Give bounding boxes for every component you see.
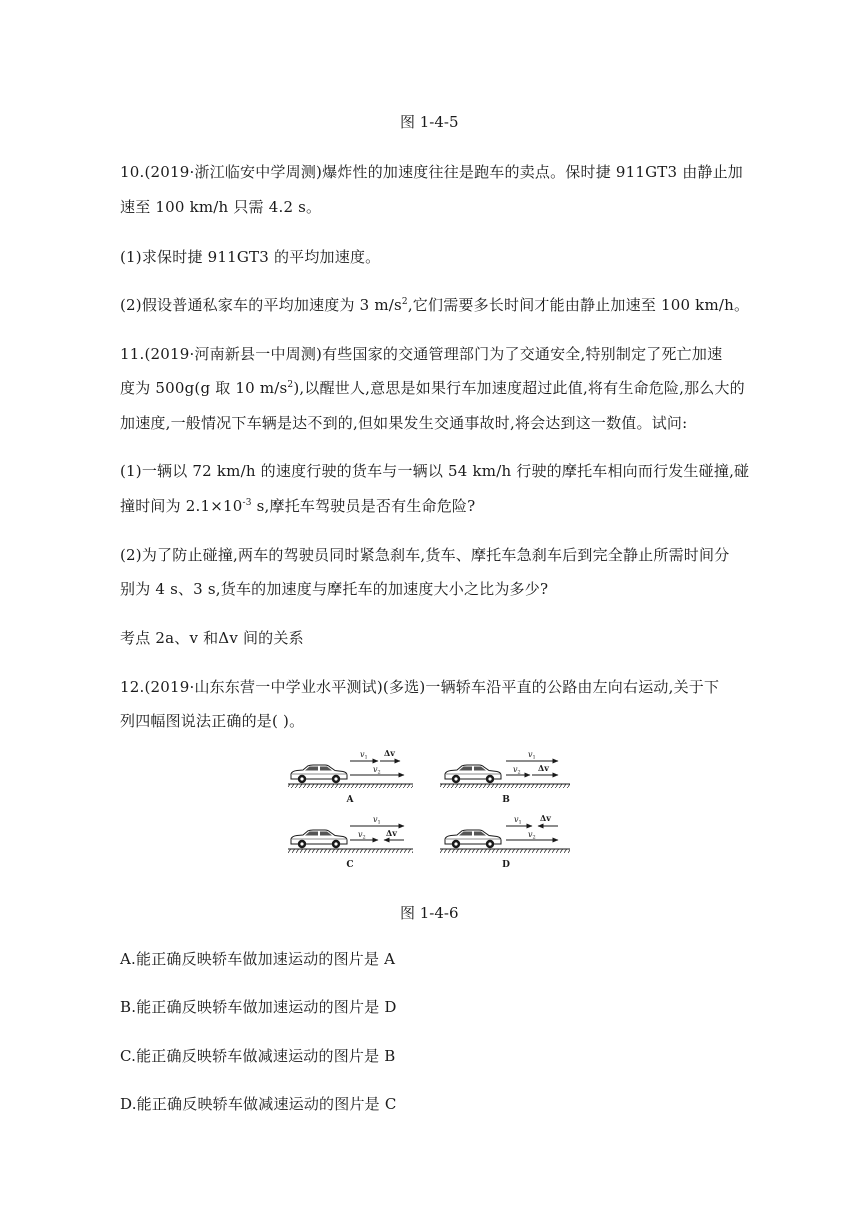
q10-line-1: 10.(2019·浙江临安中学周测)爆炸性的加速度往往是跑车的卖点。保时捷 911GT3 由静止加 [120, 163, 744, 181]
panel-b-label: B [502, 795, 510, 805]
q11-line-2-text-a: 度为 500g(g 取 10 m/s [120, 379, 288, 397]
panel-d-label: D [502, 860, 510, 870]
q11-line-2 [120, 377, 745, 398]
q12-line-2: 列四幅图说法正确的是( )。 [120, 712, 305, 730]
panel-a-v1-label: v1 [360, 750, 368, 761]
option-d: D.能正确反映轿车做减速运动的图片是 C [120, 1095, 397, 1113]
panel-c-dv-label: Δv [386, 828, 397, 838]
figure-caption-1-4-5: 图 1-4-5 [400, 113, 459, 131]
q11-line-1: 11.(2019·河南新县一中周测)有些国家的交通管理部门为了交通安全,特别制定了死亡加速 [120, 345, 723, 363]
q10-sub-2-text-b: ,它们需要多长时间才能由静止加速至 100 km/h。 [407, 296, 750, 314]
panel-c [288, 815, 413, 870]
panel-b-dv-label: Δv [538, 763, 549, 773]
panel-b-v1-label: v1 [528, 750, 536, 761]
panel-d-v2-label: v2 [528, 830, 536, 841]
panel-a-dv-label: Δv [384, 748, 395, 758]
panel-c-label: C [346, 860, 354, 870]
q10-sub-2-text-a: (2)假设普通私家车的平均加速度为 3 m/s [120, 296, 402, 314]
panel-b-v2-label: v2 [513, 765, 521, 776]
q11-line-3: 加速度,一般情况下车辆是达不到的,但如果发生交通事故时,将会达到这一数值。试问: [120, 414, 688, 432]
q11-sub-2-line-2: 别为 4 s、3 s,货车的加速度与摩托车的加速度大小之比为多少? [120, 580, 549, 598]
option-a: A.能正确反映轿车做加速运动的图片是 A [120, 950, 396, 968]
panel-a-v2-label: v2 [373, 765, 381, 776]
velocity-diagram-figure [288, 745, 573, 870]
panel-b [440, 750, 570, 805]
q11-sub-1-line-2-superscript: -3 [242, 498, 252, 508]
section-heading: 考点 2a、v 和Δv 间的关系 [120, 629, 304, 647]
q11-sub-2-line-1: (2)为了防止碰撞,两车的驾驶员同时紧急刹车,货车、摩托车急刹车后到完全静止所需时间分 [120, 546, 730, 564]
panel-a-label: A [346, 795, 354, 805]
option-c: C.能正确反映轿车做减速运动的图片是 B [120, 1047, 396, 1065]
q11-sub-1-line-2 [120, 495, 475, 516]
q11-line-2-superscript: 2 [287, 380, 294, 390]
q11-sub-1-line-1: (1)一辆以 72 km/h 的速度行驶的货车与一辆以 54 km/h 行驶的摩托车相向而行发生碰撞,碰 [120, 462, 750, 480]
q11-line-2-text-b: ),以醒世人,意思是如果行车加速度超过此值,将有生命危险,那么大的 [293, 379, 745, 397]
figure-caption-1-4-6: 图 1-4-6 [400, 904, 459, 922]
panel-c-v1-label: v1 [373, 815, 381, 826]
q10-sub-2 [120, 294, 749, 315]
panel-d-dv-label: Δv [540, 813, 551, 823]
panel-c-v2-label: v2 [358, 830, 366, 841]
q10-sub-2-superscript: 2 [401, 297, 408, 307]
q10-line-2: 速至 100 km/h 只需 4.2 s。 [120, 198, 322, 216]
panel-a [288, 748, 413, 805]
option-b: B.能正确反映轿车做加速运动的图片是 D [120, 998, 397, 1016]
panel-d-v1-label: v1 [514, 815, 522, 826]
q11-sub-1-line-2-text-b: s,摩托车驾驶员是否有生命危险? [251, 497, 476, 515]
panel-d [440, 813, 570, 870]
q12-line-1: 12.(2019·山东东营一中学业水平测试)(多选)一辆轿车沿平直的公路由左向右运动,关于下 [120, 678, 720, 696]
q11-sub-1-line-2-text-a: 撞时间为 2.1×10 [120, 497, 243, 515]
q10-sub-1: (1)求保时捷 911GT3 的平均加速度。 [120, 248, 381, 266]
